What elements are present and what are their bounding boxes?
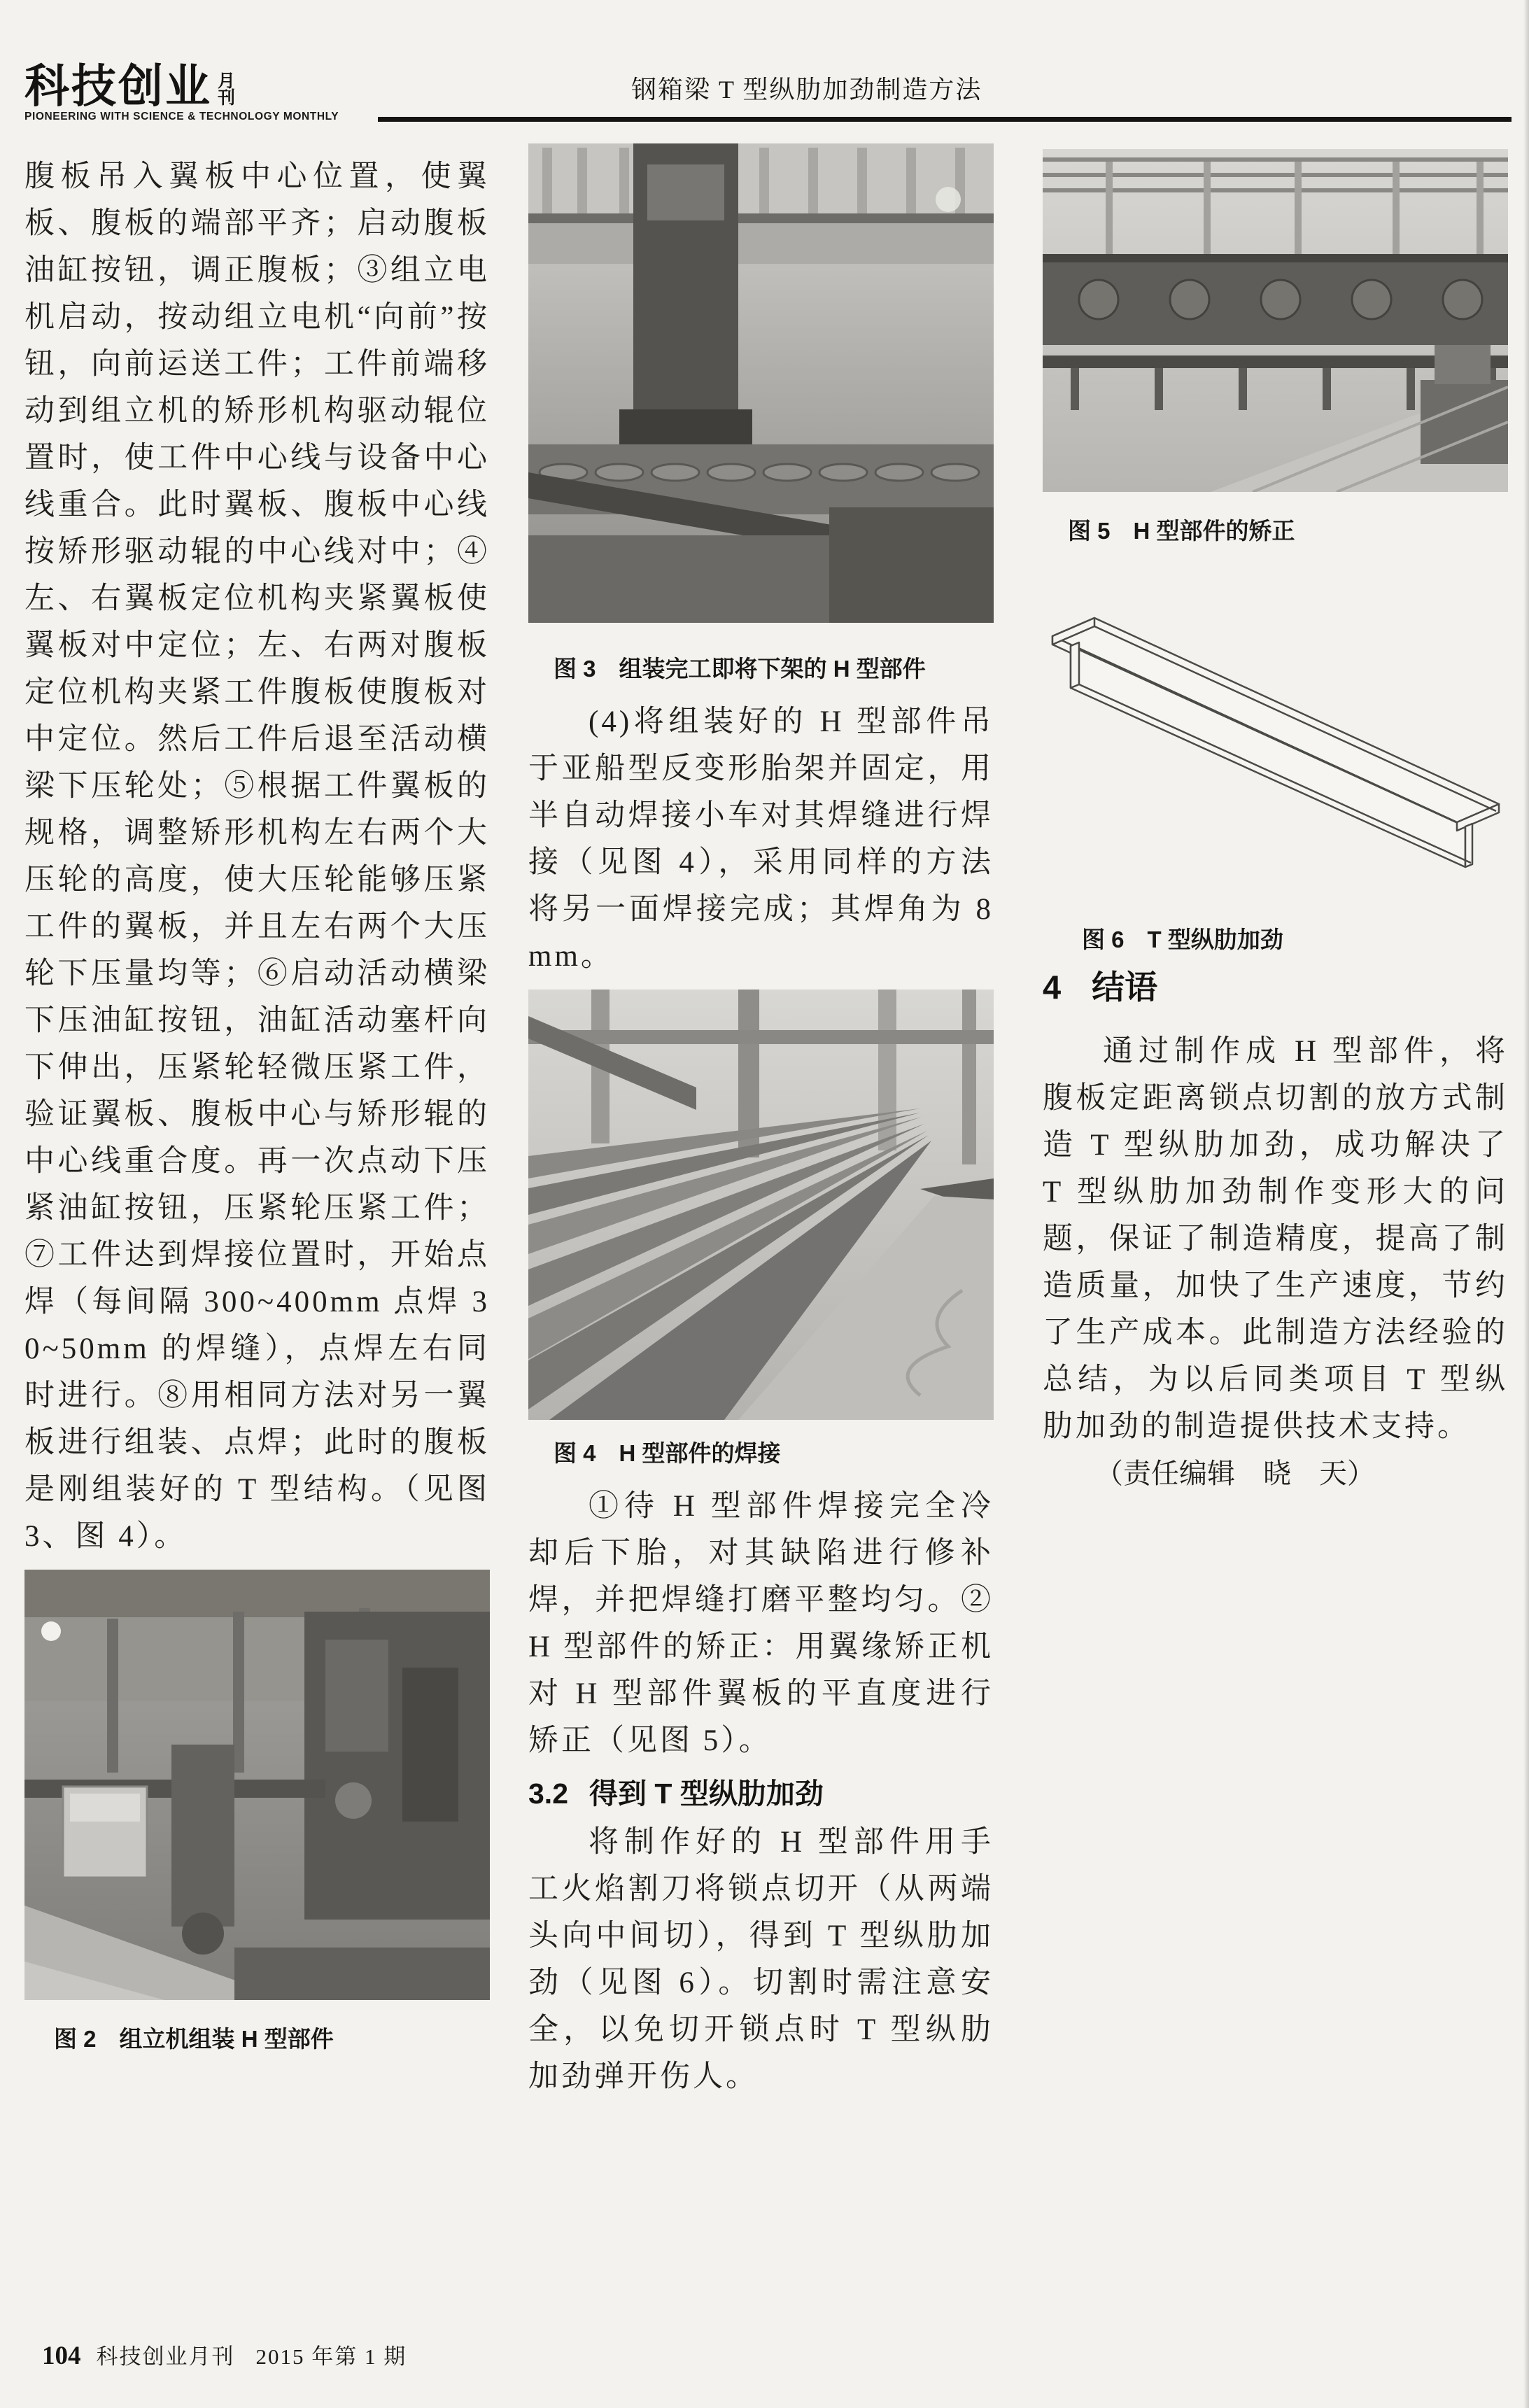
figure2-photo	[24, 1570, 490, 2000]
figure4-caption: 图 4 H 型部件的焊接	[554, 1440, 781, 1466]
heading-conclusion	[1043, 968, 1508, 1007]
page-header	[0, 0, 1529, 140]
figure6-drawing	[1043, 582, 1508, 896]
column-middle	[528, 143, 994, 2100]
figure3-photo	[528, 143, 994, 623]
heading-conclusion-number: 4	[1043, 969, 1062, 1006]
heading-conclusion-text: 结语	[1092, 969, 1158, 1006]
heading-3-2	[528, 1775, 994, 1812]
figure6	[1043, 582, 1508, 954]
paragraph-cooling-correction: ①待 H 型部件焊接完全冷却后下胎，对其缺陷进行修补焊，并把焊缝打磨平整均匀。②H 型部件的矫正：用翼缘矫正机对 H 型部件翼板的平直度进行矫正（见图 5）。	[528, 1490, 994, 1757]
article-running-title: 钢箱梁 T 型纵肋加劲制造方法	[631, 76, 982, 104]
column-right	[1043, 143, 1508, 1497]
figure5	[1043, 149, 1508, 545]
page-number: 104	[42, 2342, 81, 2370]
figure2-caption: 图 2 组立机组装 H 型部件	[54, 2026, 334, 2052]
figure5-photo	[1043, 149, 1508, 492]
header-rule	[378, 117, 1512, 122]
figure2	[24, 1570, 490, 2053]
journal-logo-title: 科技创业	[24, 60, 212, 112]
page-footer	[42, 2339, 407, 2371]
figure4	[528, 990, 994, 1467]
footer-journal-name: 科技创业月刊	[96, 2344, 235, 2369]
figure3	[528, 143, 994, 683]
figure4-photo	[528, 990, 994, 1420]
heading-3-2-number: 3.2	[528, 1777, 568, 1810]
journal-logo-monthly-top: 月	[218, 71, 236, 91]
scan-edge-artifact	[1523, 0, 1529, 2408]
paragraph-conclusion: 通过制作成 H 型部件，将腹板定距离锁点切割的放方式制造 T 型纵肋加劲，成功解决了 T 型纵肋加劲制作变形大的问题，保证了制造精度，提高了制造质量，加快了生产速度，节约了生产成本。此制造方法经验的总结，为以后同类项目 T 型纵肋加劲的制造提供技术支持。	[1043, 1035, 1508, 1443]
heading-3-2-text: 得到 T 型纵肋加劲	[589, 1777, 824, 1810]
paragraph-assembly-steps: 腹板吊入翼板中心位置，使翼板、腹板的端部平齐；启动腹板油缸按钮，调正腹板；③组立电机启动，按动组立电机“向前”按钮，向前运送工件；工件前端移动到组立机的矫形机构驱动辊位置时，使工件中心线与设备中心线重合。此时翼板、腹板中心线按矫形驱动辊的中心线对中；④左、右翼板定位机构夹紧翼板使翼板对中定位；左、右两对腹板定位机构夹紧工件腹板使腹板对中定位。然后工件后退至活动横梁下压轮处；⑤根据工件翼板的规格，调整矫形机构左右两个大压轮的高度，使大压轮能够压紧工件的翼板，并且左右两个大压轮下压量均等；⑥启动活动横梁下压油缸按钮，油缸活动塞杆向下伸出，压紧轮轻微压紧工件，验证翼板、腹板中心与矫形辊的中心线重合度。再一次点动下压紧油缸按钮，压紧轮压紧工件；⑦工件达到焊接位置时，开始点焊（每间隔 300~400mm 点焊 30~50mm 的焊缝），点焊左右同时进行。⑧用相同方法对另一翼板进行组装、点焊；此时的腹板是刚组装好的 T 型结构。（见图 3、图 4）。	[24, 160, 490, 1553]
editor-note: （责任编辑 晓 天）	[1095, 1458, 1375, 1489]
journal-logo	[24, 60, 339, 123]
journal-logo-monthly-bottom: 刊	[218, 88, 236, 108]
paragraph-cutting: 将制作好的 H 型部件用手工火焰割刀将锁点切开（从两端头向中间切），得到 T 型纵肋加劲（见图 6）。切割时需注意安全，以免切开锁点时 T 型纵肋加劲弹开伤人。	[528, 1826, 994, 2093]
column-left	[24, 143, 490, 2053]
journal-logo-subtitle: PIONEERING WITH SCIENCE & TECHNOLOGY MONTHLY	[24, 111, 339, 122]
paragraph-welding: (4)将组装好的 H 型部件吊于亚船型反变形胎架并固定，用半自动焊接小车对其焊缝进行焊接（见图 4），采用同样的方法将另一面焊接完成；其焊角为 8mm。	[528, 705, 994, 973]
figure5-caption: 图 5 H 型部件的矫正	[1068, 518, 1295, 544]
figure6-caption: 图 6 T 型纵肋加劲	[1082, 927, 1283, 952]
footer-issue: 2015 年第 1 期	[255, 2344, 407, 2369]
figure3-caption: 图 3 组装完工即将下架的 H 型部件	[554, 656, 926, 682]
journal-logo-monthly	[218, 73, 235, 106]
